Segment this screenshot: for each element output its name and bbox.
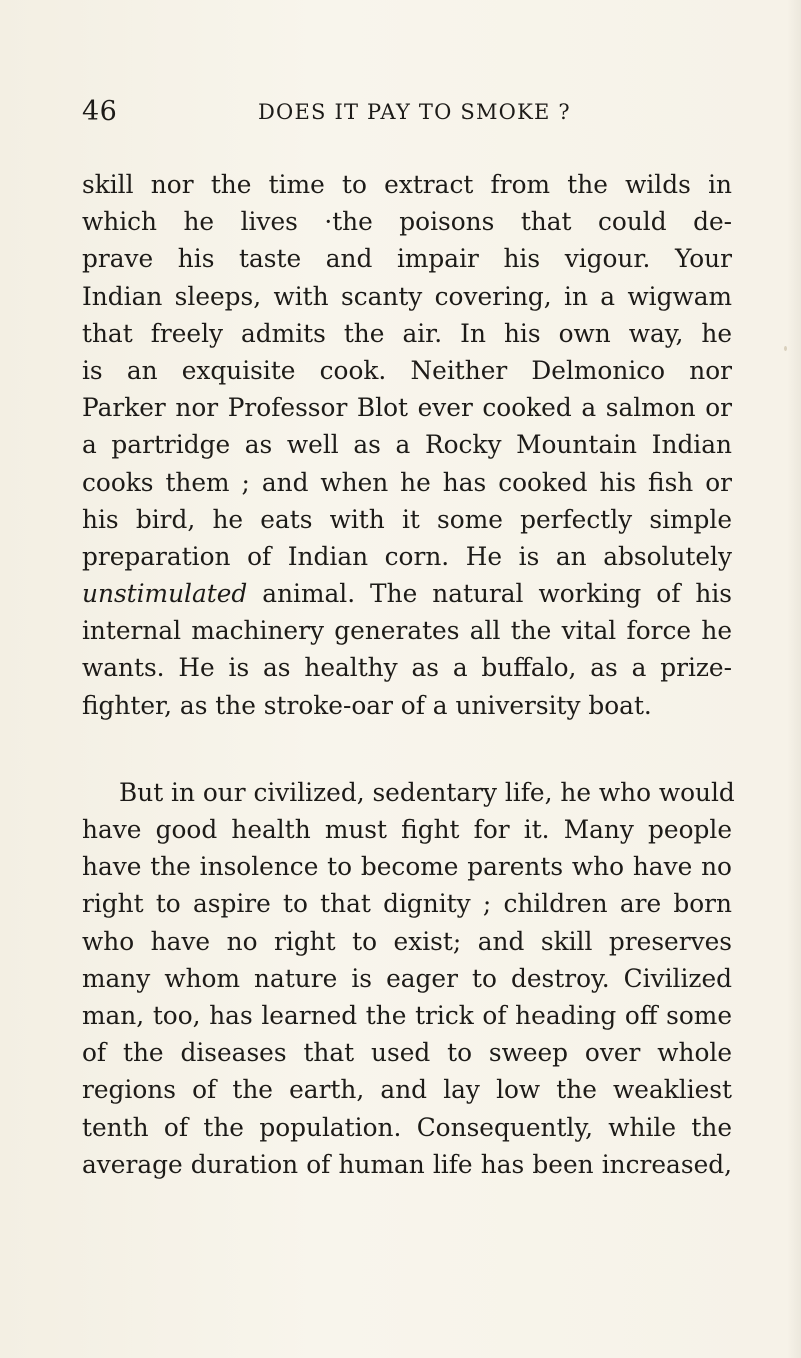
page-number: 46 xyxy=(82,96,118,127)
text-line: have good health must fight for it. Many people xyxy=(82,815,732,844)
text-line: of the diseases that used to sweep over whole xyxy=(82,1038,732,1068)
text-line: regions of the earth, and lay low the weakliest xyxy=(82,1075,732,1105)
text-line: wants. He is as healthy as a buffalo, as a prize- xyxy=(82,653,732,683)
text-line: Parker nor Professor Blot ever cooked a salmon or xyxy=(82,393,732,423)
body-text xyxy=(82,166,735,1183)
text-line: his bird, he eats with it some perfectly simple xyxy=(82,504,732,534)
text-line: that freely admits the air. In his own way, he xyxy=(82,318,732,348)
text-line: a partridge as well as a Rocky Mountain Indian xyxy=(82,430,732,460)
text-line: is an exquisite cook. Neither Delmonico nor xyxy=(82,355,732,385)
text-line: tenth of the population. Consequently, while the xyxy=(82,1112,732,1142)
paragraph-gap xyxy=(82,724,732,774)
text-line: preparation of Indian corn. He is an absolutely xyxy=(82,541,732,571)
text-line: have the insolence to become parents who have no xyxy=(82,852,732,882)
text-line: who have no right to exist; and skill preserves xyxy=(82,926,732,956)
text-line: cooks them ; and when he has cooked his fish or xyxy=(82,467,732,497)
text-line: fighter, as the stroke-oar of a university boat. xyxy=(82,690,652,720)
text-line: Indian sleeps, with scanty covering, in a wigwam xyxy=(82,281,732,311)
text-line: which he lives ·the poisons that could de- xyxy=(82,207,732,237)
page-header xyxy=(82,96,732,130)
text-line: prave his taste and impair his vigour. Your xyxy=(82,244,732,274)
text-line: skill nor the time to extract from the wilds in xyxy=(82,170,732,199)
text-line-with-emphasis xyxy=(82,575,732,612)
text-line: right to aspire to that dignity ; children are born xyxy=(82,889,732,919)
paragraph-1 xyxy=(82,166,732,724)
text-line: man, too, has learned the trick of heading off some xyxy=(82,1000,732,1030)
paragraph-2 xyxy=(82,774,735,1183)
emphasized-word: unstimulated xyxy=(82,579,248,609)
text-line: average duration of human life has been increased, xyxy=(82,1149,732,1179)
text-line: many whom nature is eager to destroy. Civilized xyxy=(82,963,732,993)
running-head: DOES IT PAY TO SMOKE ? xyxy=(258,100,571,124)
text-line: But in our civilized, sedentary life, he who would xyxy=(119,777,735,807)
page-edge-shadow xyxy=(787,0,801,1358)
text-line-remainder: animal. The natural working of his xyxy=(262,579,732,609)
text-line: internal machinery generates all the vital force he xyxy=(82,616,732,646)
